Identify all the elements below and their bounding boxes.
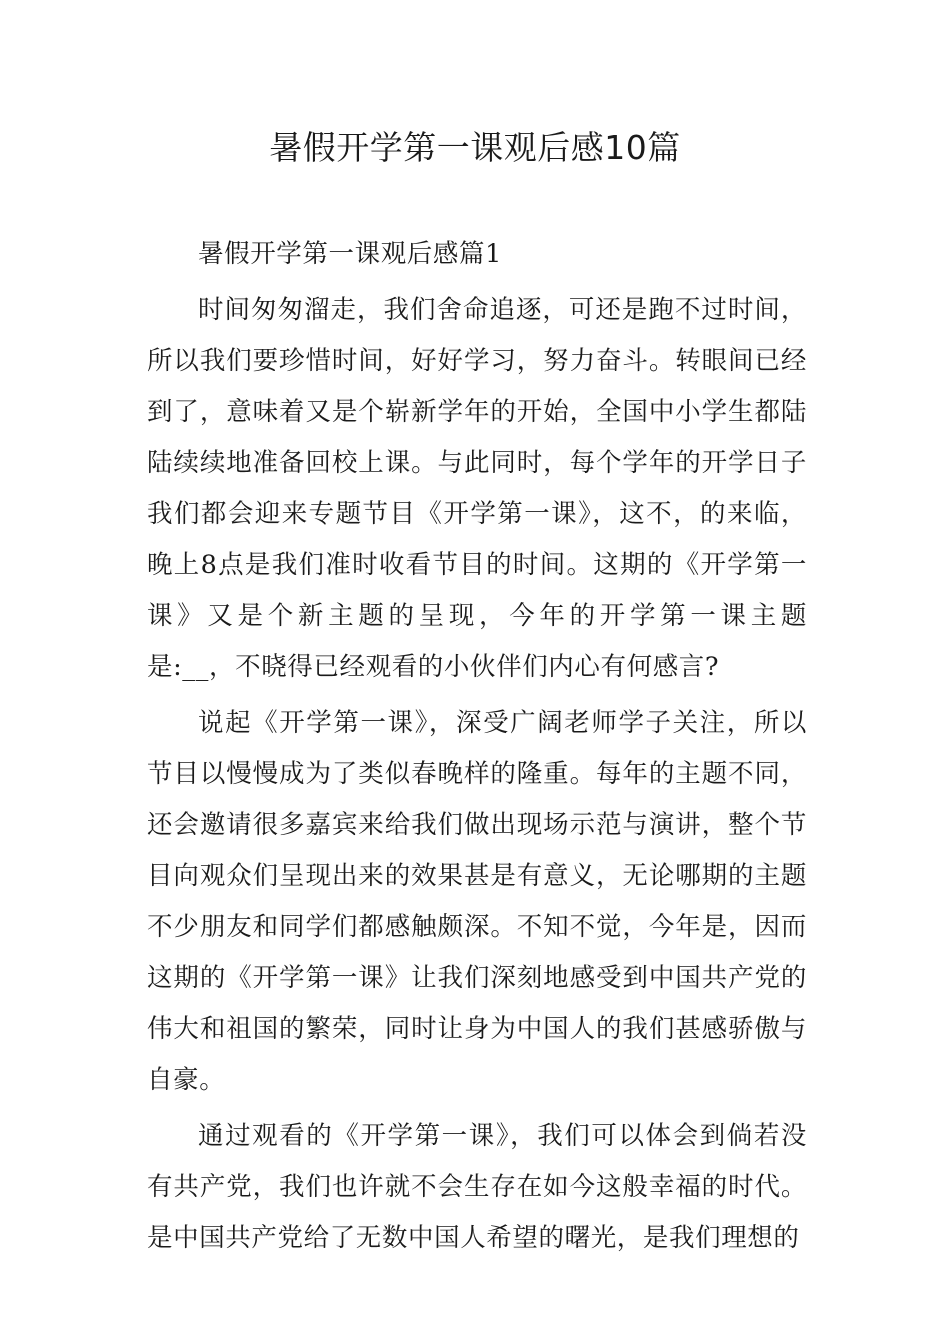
document-title: 暑假开学第一课观后感10篇	[269, 128, 681, 167]
section-heading: 暑假开学第一课观后感篇1	[198, 239, 502, 269]
paragraph-2: 说起《开学第一课》，深受广阔老师学子关注，所以节目以慢慢成为了类似春晚样的隆重。每年的主题不同，还会邀请很多嘉宾来给我们做出现场示范与演讲，整个节目向观众们呈现出来的效果甚是有意义，无论哪期的主题不少朋友和同学们都感触颇深。不知不觉，今年是，因而这期的《开学第一课》让我们深刻地感受到中国共产党的伟大和祖国的繁荣，同时让身为中国人的我们甚感骄傲与自豪。	[147, 708, 807, 1095]
paragraph-3: 通过观看的《开学第一课》，我们可以体会到倘若没有共产党，我们也许就不会生存在如今这般幸福的时代。是中国共产党给了无数中国人希望的曙光，是我们理想的	[147, 1121, 807, 1253]
document-body	[147, 229, 807, 1264]
paragraph-1: 时间匆匆溜走，我们舍命追逐，可还是跑不过时间，所以我们要珍惜时间，好好学习，努力奋斗。转眼间已经到了，意味着又是个崭新学年的开始，全国中小学生都陆陆续续地准备回校上课。与此同时，每个学年的开学日子我们都会迎来专题节目《开学第一课》，这不，的来临，晚上8点是我们准时收看节目的时间。这期的《开学第一课》又是个新主题的呈现，今年的开学第一课主题是:__，不晓得已经观看的小伙伴们内心有何感言?	[147, 295, 807, 682]
